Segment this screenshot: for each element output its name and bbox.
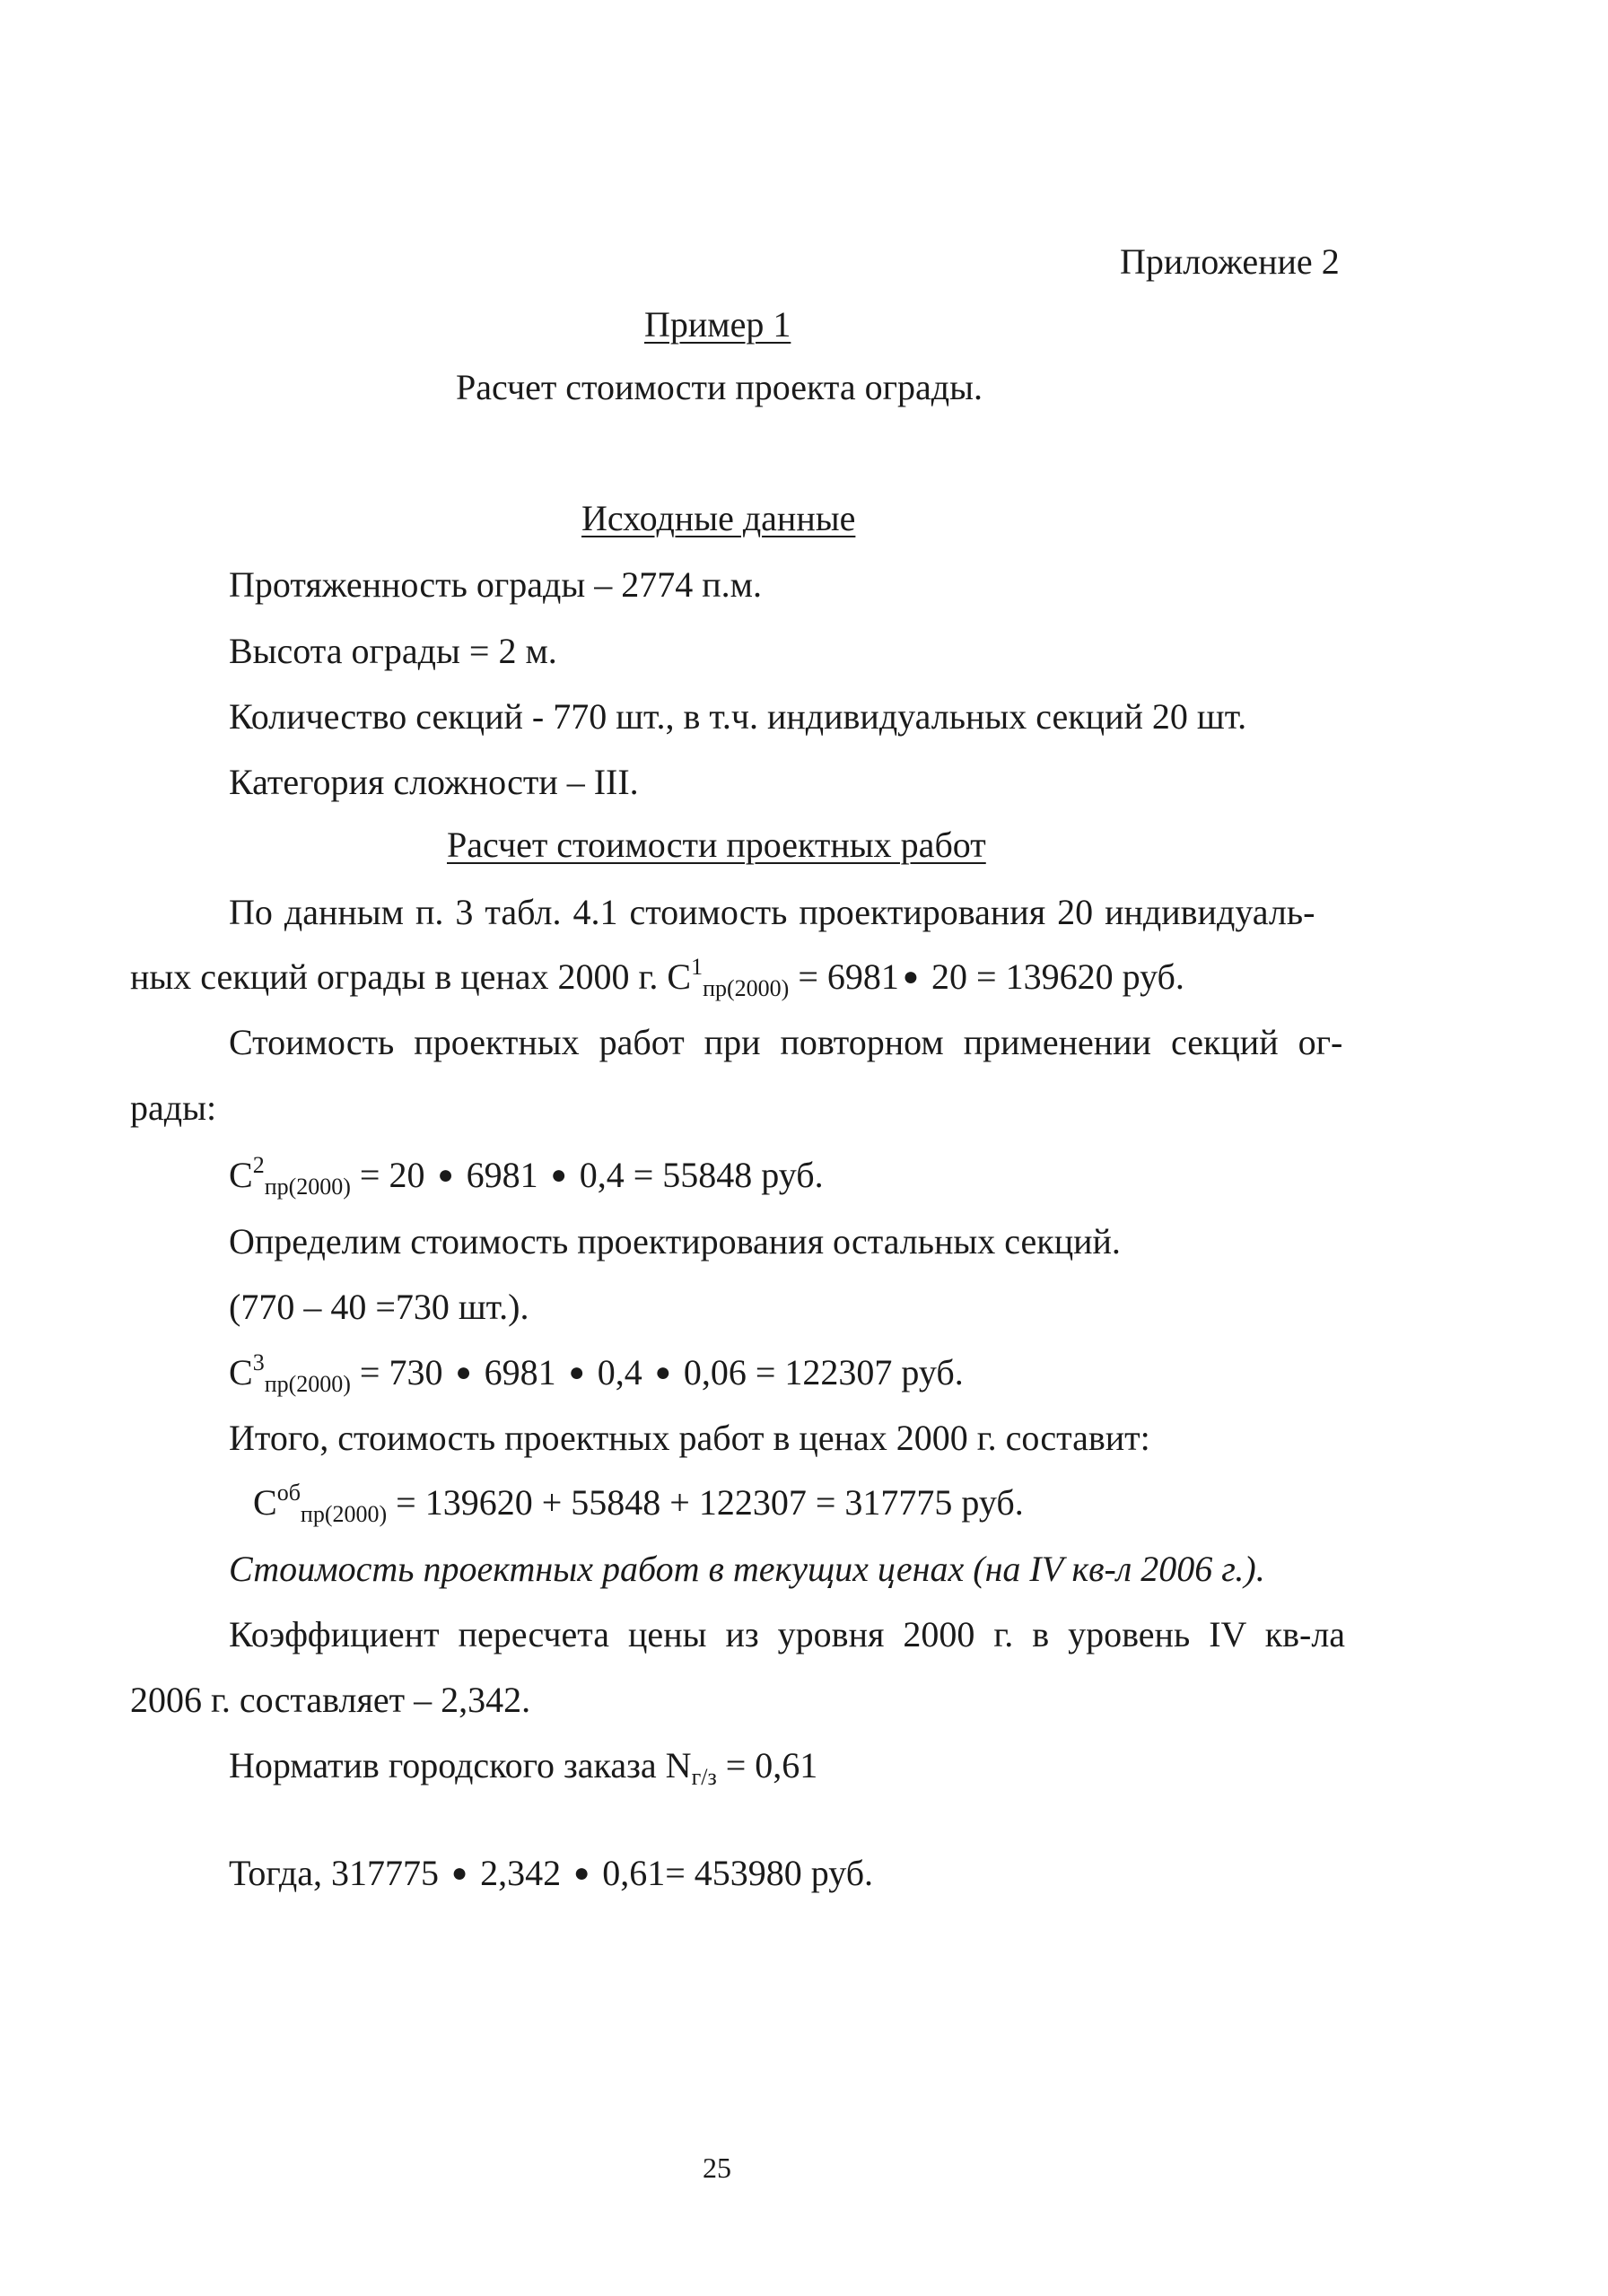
page-number: 25 bbox=[703, 2152, 731, 2184]
document-subtitle: Расчет стоимости проекта ограды. bbox=[456, 367, 983, 407]
subscript: пр(2000) bbox=[703, 975, 790, 1001]
text-segment: = 730 bbox=[350, 1352, 452, 1392]
input-length: Протяженность ограды – 2774 п.м. bbox=[229, 564, 762, 605]
calc-heading: Расчет стоимости проектных работ bbox=[447, 825, 986, 865]
bullet-operator: ● bbox=[455, 1358, 472, 1387]
text-segment: = 139620 + 55848 + 122307 = 317775 руб. bbox=[387, 1482, 1024, 1523]
text-segment: = 6981 bbox=[789, 956, 899, 997]
superscript: 2 bbox=[252, 1152, 265, 1178]
calc-paragraph-6-line-2: 2006 г. составляет – 2,342. bbox=[130, 1680, 531, 1720]
example-title: Пример 1 bbox=[644, 304, 791, 345]
subscript: пр(2000) bbox=[264, 1174, 351, 1200]
text-segment: = 20 bbox=[350, 1155, 434, 1195]
superscript: 1 bbox=[691, 954, 704, 980]
input-sections: Количество секций - 770 шт., в т.ч. индивидуальных секций 20 шт. bbox=[229, 696, 1247, 737]
bullet-operator: ● bbox=[573, 1858, 590, 1888]
calc-result bbox=[229, 1855, 873, 1891]
bullet-operator: ● bbox=[450, 1858, 468, 1888]
calc-paragraph-2-line-1: Стоимость проектных работ при повторном применении секций ог- bbox=[229, 1022, 1343, 1062]
text-segment: 0,61= 453980 руб. bbox=[593, 1853, 874, 1893]
formula-c2 bbox=[229, 1152, 824, 1200]
bullet-operator: ● bbox=[568, 1358, 585, 1387]
text-segment: 0,4 bbox=[588, 1352, 651, 1392]
subscript: пр(2000) bbox=[264, 1371, 351, 1397]
bullet-operator: ● bbox=[550, 1160, 567, 1190]
calc-paragraph-3: Определим стоимость проектирования остальных секций. bbox=[229, 1221, 1121, 1261]
text-segment: 2,342 bbox=[471, 1853, 571, 1893]
input-data-heading: Исходные данные bbox=[581, 498, 856, 538]
text-segment: 20 = 139620 руб. bbox=[922, 956, 1184, 997]
superscript: об bbox=[276, 1480, 301, 1506]
text-segment: 6981 bbox=[457, 1155, 547, 1195]
formula-c3 bbox=[229, 1349, 964, 1397]
text-segment: Тогда, 317775 bbox=[229, 1853, 448, 1893]
calc-paragraph-7 bbox=[229, 1745, 818, 1790]
bullet-operator: ● bbox=[437, 1160, 454, 1190]
text-segment: ных секций ограды в ценах 2000 г. С bbox=[130, 956, 692, 997]
calc-paragraph-4: Итого, стоимость проектных работ в ценах 2000 г. составит: bbox=[229, 1418, 1150, 1458]
text-segment: С bbox=[229, 1155, 253, 1195]
calc-paragraph-1-line-2 bbox=[130, 954, 1184, 1001]
subscript: г/з bbox=[691, 1764, 717, 1790]
text-segment: С bbox=[253, 1482, 277, 1523]
input-height: Высота ограды = 2 м. bbox=[229, 631, 557, 671]
subscript: пр(2000) bbox=[300, 1501, 388, 1527]
bullet-operator: ● bbox=[902, 962, 920, 991]
text-segment: = 0,61 bbox=[716, 1745, 818, 1785]
bullet-operator: ● bbox=[654, 1358, 671, 1387]
text-segment: 6981 bbox=[475, 1352, 565, 1392]
calc-paragraph-3-remaining: (770 – 40 =730 шт.). bbox=[229, 1287, 529, 1327]
formula-total bbox=[253, 1480, 1024, 1527]
input-category: Категория сложности – III. bbox=[229, 762, 639, 802]
appendix-label: Приложение 2 bbox=[1120, 241, 1340, 282]
text-segment: 0,06 = 122307 руб. bbox=[674, 1352, 964, 1392]
text-segment: С bbox=[229, 1352, 253, 1392]
text-segment: Норматив городского заказа N bbox=[229, 1745, 692, 1785]
superscript: 3 bbox=[252, 1349, 265, 1375]
calc-paragraph-2-line-2: рады: bbox=[130, 1087, 217, 1128]
calc-paragraph-1-line-1: По данным п. 3 табл. 4.1 стоимость проектирования 20 индивидуаль- bbox=[229, 892, 1315, 932]
calc-paragraph-5: Стоимость проектных работ в текущих ценах (на IV кв-л 2006 г.). bbox=[229, 1549, 1265, 1589]
calc-paragraph-6-line-1: Коэффициент пересчета цены из уровня 2000 г. в уровень IV кв-ла bbox=[229, 1614, 1346, 1654]
text-segment: 0,4 = 55848 руб. bbox=[570, 1155, 824, 1195]
